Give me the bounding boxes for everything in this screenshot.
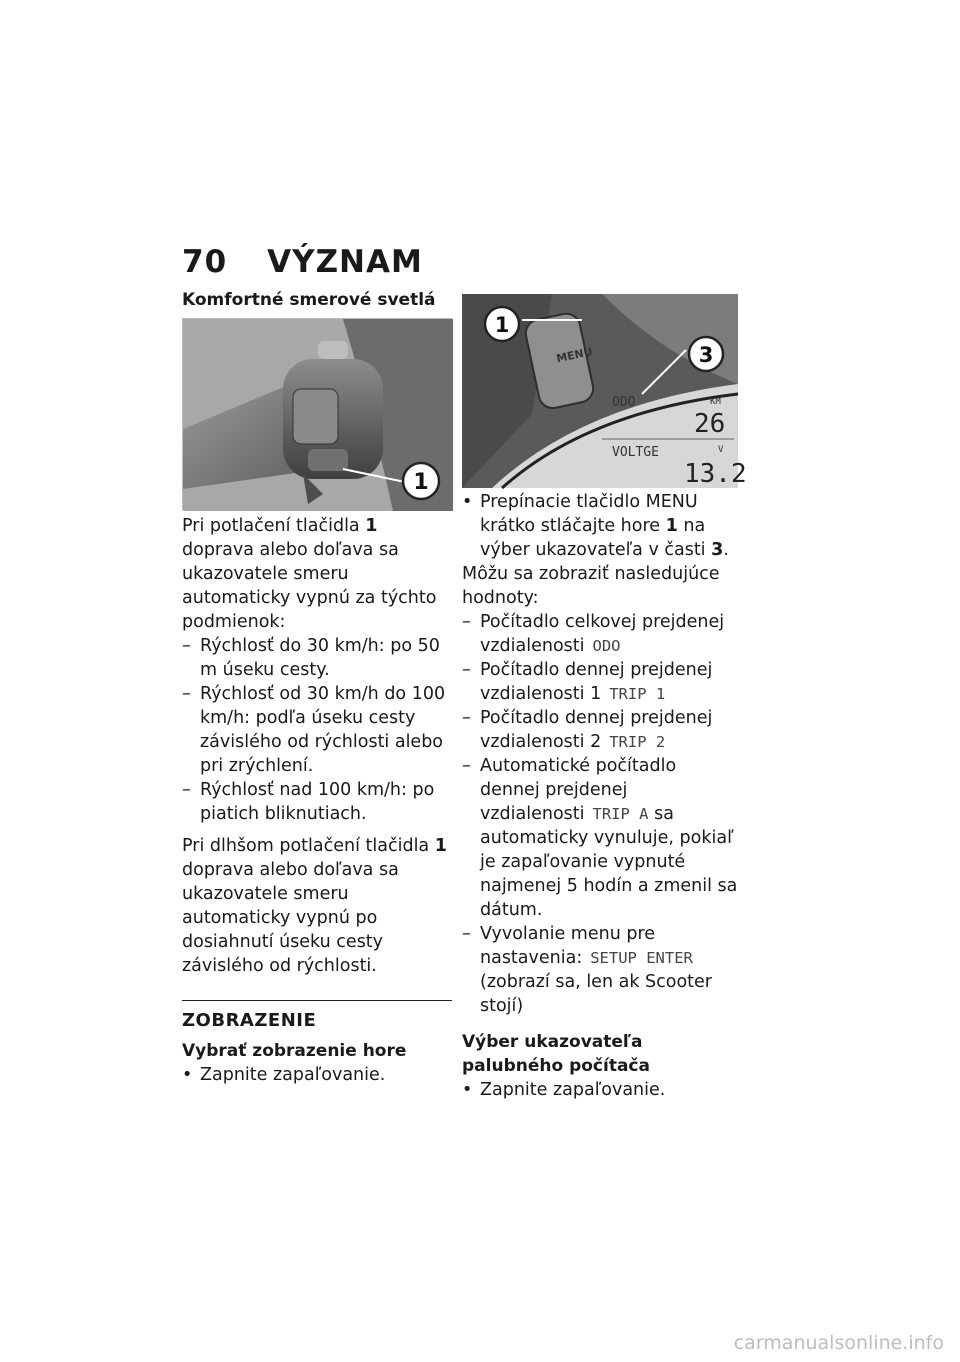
menu-button-label: MENU bbox=[555, 345, 594, 366]
intro-text-after: doprava alebo doľava sa ukazovatele smeru automaticky vypnú za týchto podmienok: bbox=[182, 540, 437, 632]
step-text-middle: na výber ukazovateľa v časti bbox=[480, 516, 706, 560]
display-code: TRIP 1 bbox=[609, 685, 666, 703]
lcd-row2-value: 13.2 bbox=[684, 459, 747, 489]
value-text-after: sa automaticky vynuluje, pokiaľ je zapaľovanie vypnuté najmenej 5 hodín a zmenil sa dátum. bbox=[480, 804, 738, 920]
figure-callout-1: 1 bbox=[494, 313, 510, 337]
conditions-list bbox=[182, 634, 452, 826]
list-item bbox=[462, 490, 740, 562]
list-item: – Rýchlosť nad 100 km/h: po piatich bliknutiach. bbox=[182, 778, 452, 826]
value-text: Automatické počítadlo dennej prejdenej vzdialenosti bbox=[480, 756, 677, 824]
list-item bbox=[462, 754, 740, 922]
subheading-select-indicator: Výber ukazovateľa palubného počítača bbox=[462, 1032, 650, 1076]
cockpit-display-photo bbox=[462, 294, 747, 489]
display-code: TRIP 2 bbox=[609, 733, 666, 751]
list-item bbox=[462, 610, 740, 658]
list-item: – Rýchlosť od 30 km/h do 100 km/h: podľa úseku cesty závislého od rýchlosti alebo pri zrýchlení. bbox=[182, 682, 452, 778]
ref-3: 3 bbox=[711, 540, 724, 560]
display-code: TRIP A bbox=[592, 805, 649, 823]
list-item bbox=[462, 706, 740, 754]
list-item: – Rýchlosť do 30 km/h: po 50 m úseku cesty. bbox=[182, 634, 452, 682]
display-code: ODO bbox=[592, 637, 621, 655]
step-text: Prepínacie tlačidlo MENU krátko stláčajte hore bbox=[480, 492, 698, 536]
value-text: Počítadlo celkovej prejdenej vzdialenosti bbox=[480, 612, 725, 656]
list-item: • Zapnite zapaľovanie. bbox=[462, 1078, 740, 1102]
ref-1: 1 bbox=[665, 516, 678, 536]
values-list bbox=[462, 610, 740, 1018]
long-press-text-after: doprava alebo doľava sa ukazovatele smeru automaticky vypnú po dosiahnutí úseku cesty závislého od rýchlosti. bbox=[182, 860, 399, 976]
lcd-row1-label: ODO bbox=[612, 395, 636, 410]
heading-display: ZOBRAZENIE bbox=[182, 1000, 452, 1033]
figure-callout-1: 1 bbox=[413, 470, 429, 495]
lcd-row1-value: 26 bbox=[694, 409, 726, 439]
section-title-comfort-indicators: Komfortné smerové svetlá bbox=[182, 290, 436, 310]
page-title: VÝZNAM bbox=[267, 244, 423, 280]
lcd-row2-unit: V bbox=[718, 445, 724, 455]
lcd-row2-label: VOLTGE bbox=[612, 445, 659, 460]
values-intro: Môžu sa zobraziť nasledujúce hodnoty: bbox=[462, 564, 720, 608]
lcd-row1-unit: KM bbox=[710, 397, 721, 407]
list-item: • Zapnite zapaľovanie. bbox=[182, 1063, 452, 1087]
watermark: carmanualsonline.info bbox=[733, 1332, 944, 1354]
steps-list bbox=[182, 1063, 452, 1087]
handlebar-switch-photo bbox=[182, 318, 452, 510]
step-text-after: . bbox=[723, 540, 729, 560]
left-column-body bbox=[182, 514, 452, 1087]
value-text: Vyvolanie menu pre nastavenia: bbox=[480, 924, 656, 968]
value-text-after: (zobrazí sa, len ak Scooter stojí) bbox=[480, 972, 712, 1016]
intro-paragraph bbox=[182, 514, 452, 634]
left-column bbox=[182, 288, 452, 318]
long-press-paragraph bbox=[182, 834, 452, 978]
list-item bbox=[462, 658, 740, 706]
intro-text: Pri potlačení tlačidla bbox=[182, 516, 360, 536]
page-header bbox=[182, 244, 423, 280]
figure-callout-3: 3 bbox=[698, 343, 714, 367]
steps-list bbox=[462, 1078, 740, 1102]
right-column-body bbox=[462, 490, 740, 1102]
value-text: Počítadlo dennej prejdenej vzdialenosti 1 bbox=[480, 660, 713, 704]
long-press-text: Pri dlhšom potlačení tlačidla bbox=[182, 836, 430, 856]
page-number: 70 bbox=[182, 244, 228, 280]
ref-1: 1 bbox=[365, 516, 378, 536]
steps-list bbox=[462, 490, 740, 562]
subheading-select-display: Vybrať zobrazenie hore bbox=[182, 1041, 407, 1061]
ref-1: 1 bbox=[434, 836, 447, 856]
display-code: SETUP ENTER bbox=[590, 949, 693, 967]
value-text: Počítadlo dennej prejdenej vzdialenosti 2 bbox=[480, 708, 713, 752]
list-item bbox=[462, 922, 740, 1018]
